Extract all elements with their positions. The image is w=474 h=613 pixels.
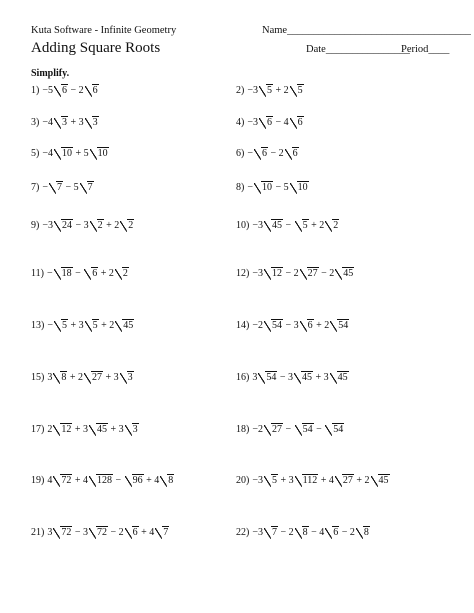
radicand: 45 [337, 372, 348, 383]
expression-term: −3 [247, 117, 258, 128]
square-root [54, 147, 73, 161]
square-root [295, 219, 309, 233]
radicand: 7 [56, 182, 62, 193]
expression-term: 2 [47, 424, 53, 435]
square-root [290, 84, 304, 98]
expression-term: − 4 [272, 117, 289, 128]
radicand: 10 [297, 182, 308, 193]
radicand: 18 [61, 268, 72, 279]
expression-term: 3 [252, 372, 258, 383]
expression-term: − 4 [308, 527, 325, 538]
radicand: 72 [61, 527, 72, 538]
radicand: 6 [61, 85, 67, 96]
expression-term: + 3 [102, 372, 119, 383]
radicand: 54 [302, 424, 313, 435]
expression-term: 3 [47, 372, 53, 383]
problem-item [236, 116, 304, 130]
square-root [54, 84, 68, 98]
radicand: 10 [97, 148, 108, 159]
radicand: 5 [266, 85, 272, 96]
problem-number: 21) [31, 527, 45, 538]
problem-item [31, 116, 99, 130]
radicand: 8 [61, 372, 67, 383]
radicand: 24 [61, 220, 72, 231]
square-root [53, 474, 72, 488]
problem-item [31, 219, 134, 233]
radicand: 45 [343, 268, 354, 279]
problem-item [31, 526, 169, 540]
expression-term: + 2 [67, 372, 83, 383]
problem-number: 22) [236, 527, 250, 538]
problem-item [236, 219, 339, 233]
expression-term: − [42, 182, 48, 193]
square-root [264, 319, 283, 333]
expression-term: − 2 [67, 85, 84, 96]
expression-term: + 3 [72, 424, 88, 435]
problem-number: 7) [31, 182, 40, 193]
radicand: 112 [302, 475, 318, 486]
problem-item [31, 147, 109, 161]
radicand: 5 [297, 85, 303, 96]
square-root [356, 526, 370, 540]
radicand: 45 [378, 475, 389, 486]
expression-term: −2 [252, 320, 263, 331]
radicand: 3 [132, 424, 138, 435]
problem-item [31, 84, 99, 98]
expression-term: − 2 [107, 527, 124, 538]
radicand: 8 [363, 527, 369, 538]
problem-expression [47, 474, 174, 488]
problem-item [31, 371, 134, 385]
expression-term: + 5 [72, 148, 89, 159]
problem-expression [252, 474, 389, 488]
radicand: 5 [92, 320, 98, 331]
square-root [264, 423, 283, 437]
problem-number: 13) [31, 320, 45, 331]
radicand: 6 [92, 85, 98, 96]
radicand: 96 [132, 475, 143, 486]
expression-term: −5 [42, 85, 53, 96]
square-root [120, 371, 134, 385]
square-root [120, 219, 134, 233]
radicand: 7 [271, 527, 277, 538]
expression-term: − [247, 182, 253, 193]
problem-expression [252, 371, 348, 385]
expression-term: + 4 [143, 475, 160, 486]
square-root [84, 371, 103, 385]
expression-term: + 4 [72, 475, 88, 486]
square-root [155, 526, 169, 540]
problem-expression [247, 181, 308, 195]
problem-item [31, 319, 134, 333]
radicand: 12 [61, 424, 72, 435]
radicand: 128 [96, 475, 112, 486]
radicand: 45 [301, 372, 312, 383]
radicand: 27 [91, 372, 102, 383]
expression-term: − [112, 475, 124, 486]
expression-term: + 4 [138, 527, 155, 538]
expression-term: − [46, 268, 53, 279]
radicand: 2 [333, 220, 339, 231]
expression-term: −2 [252, 424, 263, 435]
expression-term: 3 [47, 527, 53, 538]
expression-term: + 2 [98, 320, 115, 331]
square-root [160, 474, 174, 488]
expression-term: + 3 [312, 372, 329, 383]
expression-term: −4 [42, 117, 53, 128]
problem-expression [252, 267, 354, 281]
problem-expression [252, 319, 349, 333]
square-root [300, 319, 314, 333]
square-root [125, 423, 139, 437]
square-root [53, 371, 67, 385]
expression-term: −3 [252, 220, 263, 231]
expression-term: − 3 [72, 220, 89, 231]
square-root [325, 219, 339, 233]
radicand: 6 [307, 320, 313, 331]
problem-item [236, 319, 349, 333]
expression-term: + 4 [318, 475, 334, 486]
problem-number: 18) [236, 424, 250, 435]
expression-term: − 2 [318, 268, 335, 279]
problem-number: 11) [31, 268, 44, 279]
problem-number: 20) [236, 475, 250, 486]
expression-term: − 3 [277, 372, 293, 383]
radicand: 5 [61, 320, 67, 331]
square-root [259, 84, 273, 98]
problem-number: 14) [236, 320, 250, 331]
radicand: 54 [333, 424, 344, 435]
radicand: 27 [307, 268, 318, 279]
expression-term: + 3 [67, 320, 84, 331]
problem-item [31, 181, 94, 195]
square-root [84, 267, 98, 281]
square-root [335, 474, 354, 488]
radicand: 3 [127, 372, 133, 383]
problem-number: 17) [31, 424, 45, 435]
radicand: 6 [261, 148, 267, 159]
expression-term: 4 [47, 475, 53, 486]
square-root [115, 319, 134, 333]
problem-expression [42, 147, 108, 161]
expression-term: − 5 [62, 182, 79, 193]
expression-term: − [247, 148, 253, 159]
instruction-label: Simplify. [31, 68, 70, 79]
problem-number: 2) [236, 85, 245, 96]
problem-expression [42, 219, 134, 233]
radicand: 3 [61, 117, 67, 128]
square-root [89, 474, 113, 488]
square-root [295, 474, 319, 488]
problem-number: 9) [31, 220, 40, 231]
expression-term: − [313, 424, 325, 435]
problem-number: 10) [236, 220, 250, 231]
problem-expression [252, 423, 344, 437]
problem-number: 15) [31, 372, 45, 383]
problem-item [31, 267, 129, 281]
square-root [371, 474, 390, 488]
radicand: 45 [123, 320, 134, 331]
publisher-label: Kuta Software - Infinite Geometry [31, 25, 177, 36]
problem-item [236, 371, 349, 385]
problem-number: 4) [236, 117, 245, 128]
expression-term: + 2 [103, 220, 120, 231]
radicand: 54 [266, 372, 277, 383]
problem-item [236, 181, 309, 195]
expression-term: − 2 [339, 527, 355, 538]
square-root [49, 181, 63, 195]
problem-expression [247, 116, 303, 130]
problem-expression [42, 181, 93, 195]
square-root [85, 84, 99, 98]
period-field-label: Period____ [401, 44, 450, 55]
radicand: 2 [97, 220, 103, 231]
problem-expression [42, 116, 98, 130]
expression-term: − [282, 220, 294, 231]
problem-item [236, 474, 390, 488]
problem-number: 5) [31, 148, 40, 159]
square-root [290, 116, 304, 130]
square-root [330, 319, 349, 333]
square-root [90, 147, 109, 161]
square-root [258, 371, 277, 385]
problem-number: 16) [236, 372, 250, 383]
square-root [325, 526, 339, 540]
square-root [90, 219, 104, 233]
square-root [264, 267, 283, 281]
expression-term: + 2 [98, 268, 114, 279]
radicand: 45 [271, 220, 282, 231]
square-root [54, 219, 73, 233]
radicand: 27 [342, 475, 353, 486]
radicand: 72 [61, 475, 72, 486]
expression-term: + 3 [107, 424, 124, 435]
radicand: 8 [168, 475, 174, 486]
radicand: 7 [87, 182, 93, 193]
problem-expression [252, 526, 370, 540]
expression-term: −3 [252, 268, 263, 279]
name-field-label: Name___________________________________ [262, 25, 471, 36]
problem-expression [42, 84, 98, 98]
problem-number: 19) [31, 475, 45, 486]
expression-term: + 2 [313, 320, 330, 331]
expression-term: + 3 [67, 117, 84, 128]
radicand: 3 [92, 117, 98, 128]
radicand: 54 [338, 320, 349, 331]
problem-number: 3) [31, 117, 40, 128]
square-root [295, 423, 314, 437]
radicand: 2 [128, 220, 134, 231]
problem-item [236, 147, 299, 161]
square-root [80, 181, 94, 195]
expression-term: −3 [42, 220, 53, 231]
radicand: 6 [92, 268, 98, 279]
expression-term: + 3 [277, 475, 294, 486]
radicand: 6 [297, 117, 303, 128]
problem-expression [247, 147, 298, 161]
radicand: 45 [96, 424, 107, 435]
square-root [264, 219, 283, 233]
square-root [54, 319, 68, 333]
problem-number: 8) [236, 182, 245, 193]
expression-term: − [282, 424, 294, 435]
expression-term: + 2 [308, 220, 325, 231]
expression-term: −4 [42, 148, 53, 159]
square-root [254, 147, 268, 161]
radicand: 5 [271, 475, 277, 486]
problem-number: 6) [236, 148, 245, 159]
square-root [335, 267, 354, 281]
expression-term: − [72, 268, 84, 279]
expression-term: −3 [247, 85, 258, 96]
expression-term: + 2 [353, 475, 370, 486]
problem-item [236, 423, 344, 437]
radicand: 6 [292, 148, 298, 159]
problem-item [236, 526, 370, 540]
square-root [300, 267, 319, 281]
square-root [325, 423, 344, 437]
radicand: 72 [96, 527, 107, 538]
square-root [264, 526, 278, 540]
problem-expression [47, 526, 169, 540]
square-root [54, 116, 68, 130]
expression-term: − 2 [282, 268, 299, 279]
square-root [54, 267, 73, 281]
radicand: 10 [261, 182, 272, 193]
square-root [125, 526, 139, 540]
expression-term: + 2 [272, 85, 289, 96]
square-root [53, 423, 72, 437]
expression-term: − 2 [267, 148, 284, 159]
square-root [115, 267, 129, 281]
radicand: 6 [132, 527, 138, 538]
radicand: 54 [271, 320, 282, 331]
problem-item [236, 84, 304, 98]
problem-number: 12) [236, 268, 250, 279]
worksheet-title: Adding Square Roots [31, 40, 161, 56]
problem-item [31, 474, 174, 488]
square-root [89, 526, 108, 540]
date-field-label: Date________________ [306, 44, 410, 55]
square-root [294, 371, 313, 385]
square-root [330, 371, 349, 385]
radicand: 10 [61, 148, 72, 159]
square-root [53, 526, 72, 540]
square-root [290, 181, 309, 195]
problem-expression [47, 267, 129, 281]
problem-expression [252, 219, 339, 233]
square-root [85, 116, 99, 130]
problem-expression [247, 84, 303, 98]
problem-expression [47, 319, 134, 333]
square-root [295, 526, 309, 540]
square-root [125, 474, 144, 488]
expression-term: − 2 [277, 527, 294, 538]
problem-item [31, 423, 139, 437]
problem-expression [47, 423, 138, 437]
radicand: 12 [271, 268, 282, 279]
expression-term: − [47, 320, 53, 331]
problem-expression [47, 371, 133, 385]
square-root [259, 116, 273, 130]
expression-term: −3 [252, 527, 263, 538]
problem-item [236, 267, 354, 281]
radicand: 27 [271, 424, 282, 435]
radicand: 7 [163, 527, 169, 538]
radicand: 6 [333, 527, 339, 538]
radicand: 5 [302, 220, 308, 231]
expression-term: −3 [252, 475, 263, 486]
square-root [89, 423, 108, 437]
expression-term: − 3 [282, 320, 299, 331]
radicand: 6 [266, 117, 272, 128]
square-root [285, 147, 299, 161]
square-root [264, 474, 278, 488]
square-root [254, 181, 273, 195]
expression-term: − 3 [72, 527, 88, 538]
expression-term: − 5 [272, 182, 289, 193]
radicand: 8 [302, 527, 308, 538]
problem-number: 1) [31, 85, 40, 96]
radicand: 2 [122, 268, 128, 279]
square-root [85, 319, 99, 333]
